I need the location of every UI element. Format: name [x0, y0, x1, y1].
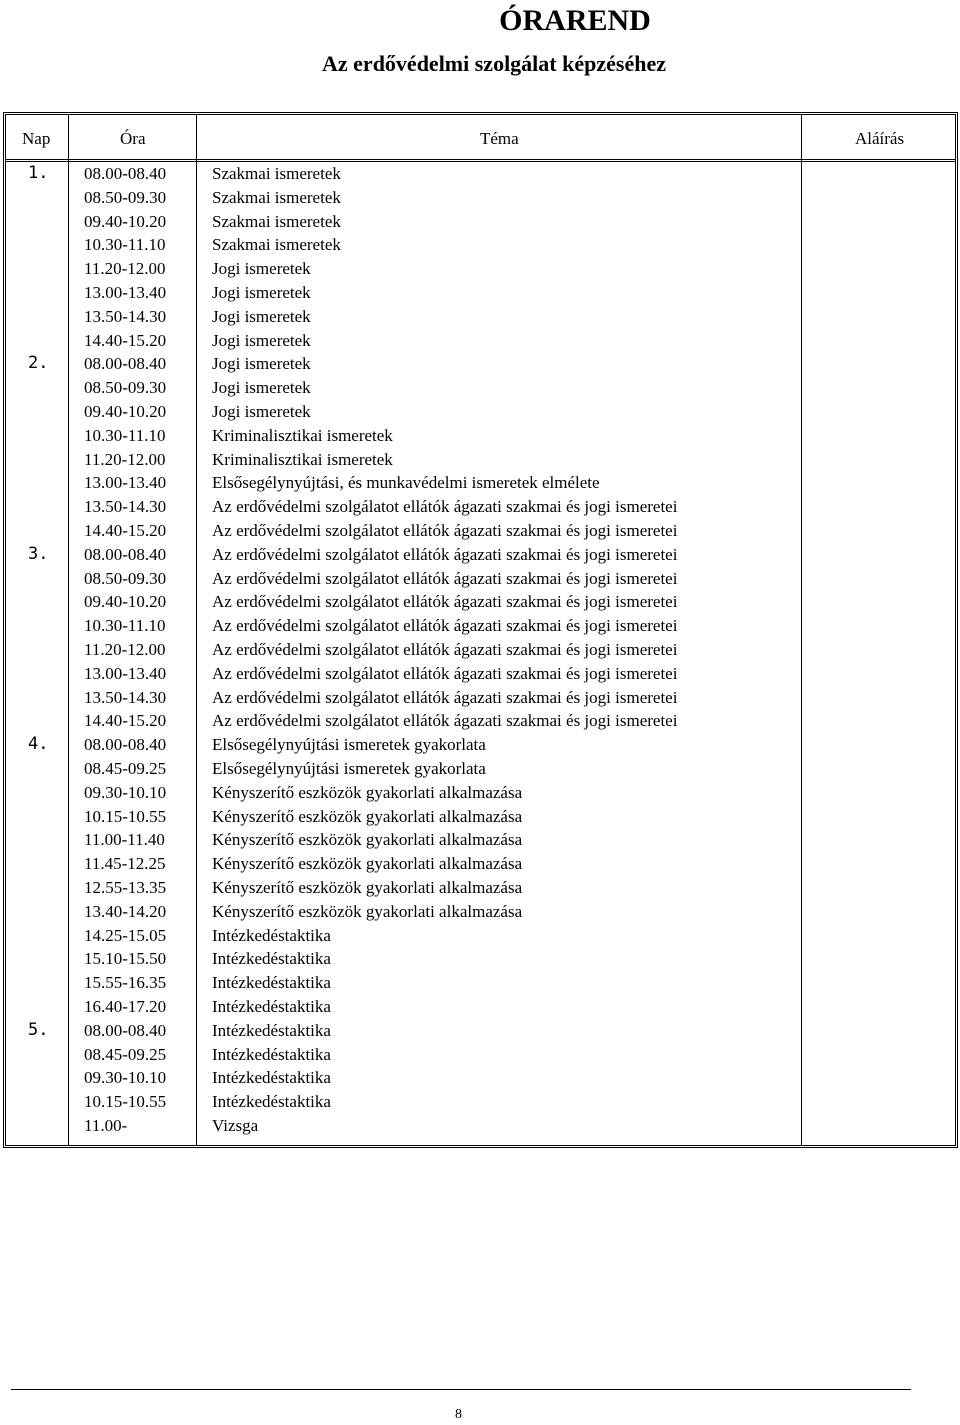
- table-row: [6, 662, 960, 686]
- table-row: [6, 519, 960, 543]
- table-row: [6, 424, 960, 448]
- topic-cell: Intézkedéstaktika: [212, 973, 331, 993]
- topic-cell: Intézkedéstaktika: [212, 997, 331, 1016]
- time-cell: 08.45-09.25: [84, 1044, 167, 1064]
- time-cell: 11.20-12.00: [84, 640, 166, 659]
- table-row: [6, 876, 960, 900]
- topic-cell: Elsősegélynyújtási ismeretek gyakorlata: [212, 735, 486, 755]
- time-cell: 13.00-13.40: [84, 283, 167, 302]
- topic-cell: Elsősegélynyújtási ismeretek gyakorlata: [212, 759, 486, 778]
- day-cell: 4.: [28, 734, 49, 755]
- topic-cell: Az erdővédelmi szolgálatot ellátók ágazati szakmai és jogi ismeretei: [212, 592, 678, 612]
- time-cell: 08.00-08.40: [84, 164, 167, 183]
- time-cell: 10.30-11.10: [84, 235, 166, 255]
- topic-cell: Az erdővédelmi szolgálatot ellátók ágazati szakmai és jogi ismeretei: [212, 544, 678, 564]
- table-row: [6, 947, 960, 971]
- page-number: 8: [455, 1407, 462, 1422]
- time-cell: 11.00-11.40: [84, 830, 165, 850]
- time-cell: 10.30-11.10: [84, 616, 166, 636]
- table-row: [6, 1066, 960, 1090]
- topic-cell: Az erdővédelmi szolgálatot ellátók ágazati szakmai és jogi ismeretei: [212, 687, 678, 707]
- topic-cell: Szakmai ismeretek: [212, 211, 341, 231]
- time-cell: 13.50-14.30: [84, 497, 167, 517]
- table-row: [6, 495, 960, 519]
- time-cell: 12.55-13.35: [84, 878, 167, 897]
- topic-cell: Jogi ismeretek: [212, 283, 311, 302]
- time-cell: 08.00-08.40: [84, 544, 167, 564]
- topic-cell: Szakmai ismeretek: [212, 235, 341, 255]
- table-row: [6, 329, 960, 353]
- time-cell: 09.30-10.10: [84, 782, 167, 802]
- time-cell: 08.50-09.30: [84, 568, 167, 588]
- topic-cell: Szakmai ismeretek: [212, 164, 341, 183]
- table-row: [6, 781, 960, 805]
- time-cell: 14.25-15.05: [84, 925, 167, 945]
- page-subtitle: Az erdővédelmi szolgálat képzéséhez: [322, 51, 666, 76]
- table-row: [6, 567, 960, 591]
- table-row: [6, 162, 960, 186]
- time-cell: 08.50-09.30: [84, 378, 167, 398]
- table-row: [6, 852, 960, 876]
- time-cell: 13.40-14.20: [84, 901, 167, 921]
- table-row: [6, 757, 960, 781]
- topic-cell: Kényszerítő eszközök gyakorlati alkalmazása: [212, 782, 523, 802]
- topic-cell: Intézkedéstaktika: [212, 1044, 331, 1064]
- table-row: [6, 590, 960, 614]
- time-cell: 09.40-10.20: [84, 211, 167, 231]
- topic-cell: Kényszerítő eszközök gyakorlati alkalmazása: [212, 806, 523, 826]
- topic-cell: Intézkedéstaktika: [212, 949, 331, 969]
- table-row: [6, 638, 960, 662]
- time-cell: 11.00-: [84, 1116, 128, 1135]
- table-row: [6, 186, 960, 210]
- time-cell: 15.55-16.35: [84, 973, 167, 993]
- time-cell: 11.45-12.25: [84, 854, 166, 874]
- time-cell: 13.50-14.30: [84, 687, 167, 707]
- time-cell: 10.30-11.10: [84, 425, 166, 445]
- table-row: [6, 281, 960, 305]
- table-row: [6, 924, 960, 948]
- table-row: [6, 257, 960, 281]
- table-row: [6, 1090, 960, 1114]
- topic-cell: Intézkedéstaktika: [212, 1020, 331, 1040]
- day-cell: 5.: [28, 1019, 49, 1040]
- time-cell: 13.50-14.30: [84, 306, 167, 326]
- header-alairas: Aláírás: [855, 129, 905, 148]
- time-cell: 14.40-15.20: [84, 330, 167, 350]
- topic-cell: Intézkedéstaktika: [212, 1092, 331, 1112]
- table-row: [6, 805, 960, 829]
- table-row: [6, 1019, 960, 1043]
- time-cell: 11.20-12.00: [84, 449, 166, 469]
- time-cell: 10.15-10.55: [84, 806, 167, 826]
- time-cell: 15.10-15.50: [84, 949, 167, 969]
- table-row: [6, 971, 960, 995]
- topic-cell: Kényszerítő eszközök gyakorlati alkalmazása: [212, 901, 523, 921]
- time-cell: 13.00-13.40: [84, 663, 167, 683]
- table-row: [6, 376, 960, 400]
- page-title: ÓRAREND: [499, 4, 651, 37]
- topic-cell: Jogi ismeretek: [212, 330, 311, 350]
- table-row: [6, 733, 960, 757]
- topic-cell: Az erdővédelmi szolgálatot ellátók ágazati szakmai és jogi ismeretei: [212, 497, 678, 517]
- day-cell: 2.: [28, 353, 49, 374]
- topic-cell: Kriminalisztikai ismeretek: [212, 425, 393, 445]
- topic-cell: Jogi ismeretek: [212, 354, 311, 374]
- topic-cell: Kriminalisztikai ismeretek: [212, 449, 393, 469]
- topic-cell: Kényszerítő eszközök gyakorlati alkalmazása: [212, 878, 523, 897]
- time-cell: 08.50-09.30: [84, 187, 167, 207]
- topic-cell: Intézkedéstaktika: [212, 1068, 331, 1088]
- table-row: [6, 233, 960, 257]
- time-cell: 13.00-13.40: [84, 473, 167, 493]
- topic-cell: Intézkedéstaktika: [212, 925, 331, 945]
- table-row: [6, 900, 960, 924]
- footer-divider: [11, 1389, 911, 1390]
- table-row: [6, 352, 960, 376]
- table-row: [6, 1043, 960, 1067]
- table-row: [6, 614, 960, 638]
- topic-cell: Szakmai ismeretek: [212, 187, 341, 207]
- topic-cell: Jogi ismeretek: [212, 259, 311, 279]
- topic-cell: Az erdővédelmi szolgálatot ellátók ágazati szakmai és jogi ismeretei: [212, 616, 678, 636]
- table-row: [6, 305, 960, 329]
- topic-cell: Jogi ismeretek: [212, 402, 311, 421]
- time-cell: 14.40-15.20: [84, 521, 167, 540]
- table-row: [6, 709, 960, 733]
- table-row: [6, 543, 960, 567]
- time-cell: 09.30-10.10: [84, 1068, 167, 1088]
- schedule-table: [3, 112, 958, 1148]
- topic-cell: Kényszerítő eszközök gyakorlati alkalmazása: [212, 854, 523, 874]
- time-cell: 09.40-10.20: [84, 592, 167, 612]
- topic-cell: Az erdővédelmi szolgálatot ellátók ágazati szakmai és jogi ismeretei: [212, 640, 678, 659]
- time-cell: 10.15-10.55: [84, 1092, 167, 1112]
- day-cell: 1.: [28, 163, 49, 183]
- time-cell: 08.00-08.40: [84, 1020, 167, 1040]
- day-cell: 3.: [28, 543, 49, 564]
- topic-cell: Vizsga: [212, 1116, 259, 1135]
- topic-cell: Elsősegélynyújtási, és munkavédelmi ismeretek elmélete: [212, 473, 600, 493]
- table-row: [6, 1114, 960, 1138]
- topic-cell: Jogi ismeretek: [212, 306, 311, 326]
- table-row: [6, 686, 960, 710]
- time-cell: 08.00-08.40: [84, 354, 167, 374]
- time-cell: 08.45-09.25: [84, 759, 167, 778]
- table-row: [6, 400, 960, 424]
- header-nap: Nap: [22, 129, 51, 148]
- table-row: [6, 210, 960, 234]
- topic-cell: Jogi ismeretek: [212, 378, 311, 398]
- topic-cell: Az erdővédelmi szolgálatot ellátók ágazati szakmai és jogi ismeretei: [212, 663, 678, 683]
- table-row: [6, 995, 960, 1019]
- topic-cell: Az erdővédelmi szolgálatot ellátók ágazati szakmai és jogi ismeretei: [212, 521, 678, 540]
- time-cell: 14.40-15.20: [84, 711, 167, 731]
- time-cell: 11.20-12.00: [84, 259, 166, 279]
- table-row: [6, 471, 960, 495]
- time-cell: 08.00-08.40: [84, 735, 167, 755]
- table-row: [6, 448, 960, 472]
- time-cell: 16.40-17.20: [84, 997, 167, 1016]
- time-cell: 09.40-10.20: [84, 402, 167, 421]
- topic-cell: Az erdővédelmi szolgálatot ellátók ágazati szakmai és jogi ismeretei: [212, 711, 678, 731]
- header-ora: Óra: [120, 129, 146, 148]
- topic-cell: Kényszerítő eszközök gyakorlati alkalmazása: [212, 830, 523, 850]
- topic-cell: Az erdővédelmi szolgálatot ellátók ágazati szakmai és jogi ismeretei: [212, 568, 678, 588]
- table-row: [6, 828, 960, 852]
- header-tema: Téma: [480, 129, 519, 148]
